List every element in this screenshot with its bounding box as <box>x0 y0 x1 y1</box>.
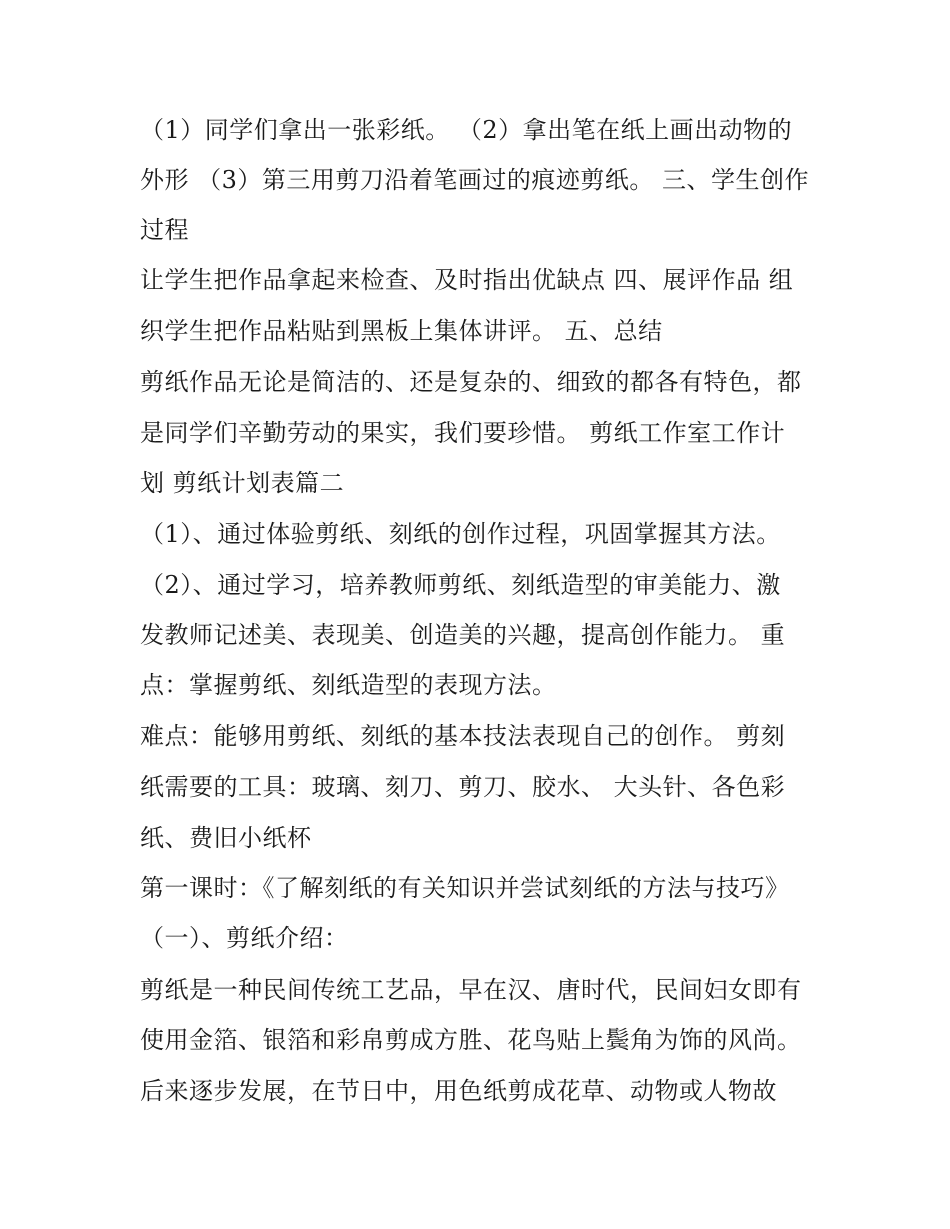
text-line: 剪纸是一种民间传统工艺品，早在汉、唐时代，民间妇女即有 <box>140 976 802 1004</box>
text-line: 纸需要的工具：玻璃、刻刀、剪刀、胶水、 大头针、各色彩 <box>140 773 786 801</box>
text-line: 第一课时：《了解刻纸的有关知识并尝试刻纸的方法与技巧》 <box>140 874 790 902</box>
text-line: 是同学们辛勤劳动的果实，我们要珍惜。 剪纸工作室工作计 <box>140 419 786 447</box>
text-line: 织学生把作品粘贴到黑板上集体讲评。 五、总结 <box>140 317 663 345</box>
text-line: （一）、剪纸介绍： <box>140 924 349 952</box>
text-line: 发教师记述美、表现美、创造美的兴趣，提高创作能力。 重 <box>140 621 786 649</box>
text-line: 难点：能够用剪纸、刻纸的基本技法表现自己的创作。 剪刻 <box>140 722 786 750</box>
text-line: 后来逐步发展，在节日中，用色纸剪成花草、动物或人物故 <box>140 1077 777 1105</box>
text-line: （1）、通过体验剪纸、刻纸的创作过程，巩固掌握其方法。 <box>140 520 781 548</box>
text-line: 外形 （3）第三用剪刀沿着笔画过的痕迹剪纸。 三、学生创作 <box>140 166 810 194</box>
text-line: （2）、通过学习，培养教师剪纸、刻纸造型的审美能力、激 <box>140 571 781 599</box>
text-line: 过程 <box>140 216 189 244</box>
text-line: 划 剪纸计划表篇二 <box>140 469 345 497</box>
text-line: 让学生把作品拿起来检查、及时指出优缺点 四、展评作品 组 <box>140 266 794 294</box>
text-line: 纸、费旧小纸杯 <box>140 824 312 852</box>
text-line: 剪纸作品无论是简洁的、还是复杂的、细致的都各有特色，都 <box>140 368 802 396</box>
text-line: 使用金箔、银箔和彩帛剪成方胜、花鸟贴上鬓角为饰的风尚。 <box>140 1026 802 1054</box>
text-line: （1）同学们拿出一张彩纸。 （2）拿出笔在纸上画出动物的 <box>140 116 793 144</box>
text-line: 点：掌握剪纸、刻纸造型的表现方法。 <box>140 671 557 699</box>
